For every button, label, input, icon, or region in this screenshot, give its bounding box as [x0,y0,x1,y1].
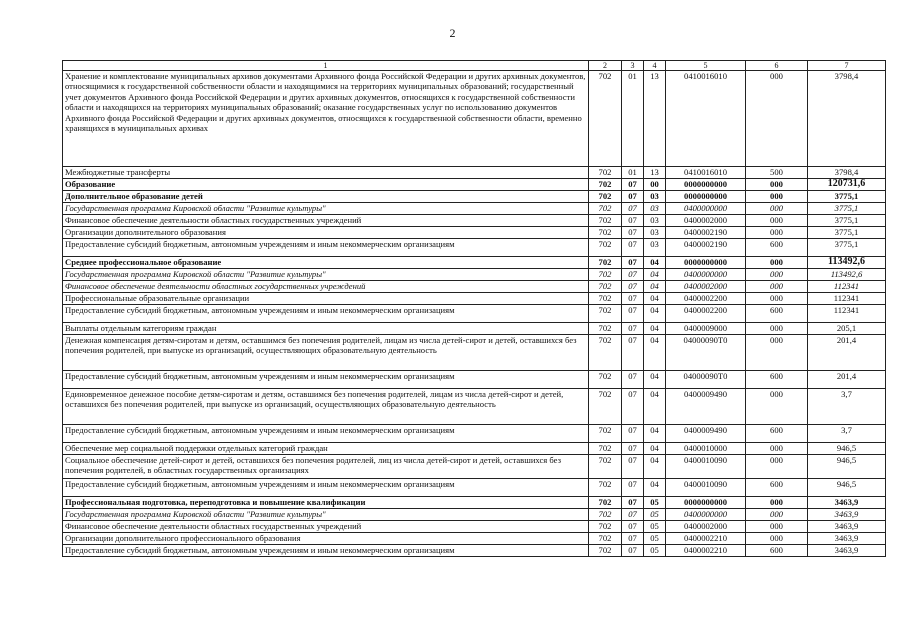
col-2-cell: 702 [589,239,622,257]
col-6-cell: 600 [746,371,808,389]
col-7-cell: 946,5 [808,479,886,497]
col-6-cell: 000 [746,257,808,269]
col-5-cell: 0000000000 [666,257,746,269]
col-4-cell: 05 [644,521,666,533]
col-5-cell: 0400002000 [666,215,746,227]
col-4-cell: 04 [644,335,666,371]
col-5-cell: 0400002190 [666,239,746,257]
col-3-cell: 07 [622,335,644,371]
table-row [63,521,886,533]
col-5-cell: 0410016010 [666,71,746,167]
column-header: 2 [589,61,622,71]
col-5-cell: 0400002200 [666,305,746,323]
col-4-cell: 04 [644,455,666,479]
col-6-cell: 600 [746,479,808,497]
col-6-cell: 000 [746,335,808,371]
col-3-cell: 07 [622,257,644,269]
col-5-cell: 0400002210 [666,533,746,545]
row-name-cell: Денежная компенсация детям-сиротам и детям, оставшимся без попечения родителей, лицам из числа детей-сирот и детей, оставшихся без попечения родителей, при выпуске из организаций, осуществляющих образовательную деятельность [63,335,589,371]
table-row [63,305,886,323]
col-6-cell: 000 [746,293,808,305]
table-header-row [63,61,886,71]
col-5-cell: 0400009490 [666,425,746,443]
col-3-cell: 07 [622,479,644,497]
col-4-cell: 04 [644,305,666,323]
col-5-cell: 0400000000 [666,269,746,281]
table-row [63,335,886,371]
col-3-cell: 07 [622,497,644,509]
col-7-cell: 3463,9 [808,497,886,509]
col-4-cell: 13 [644,167,666,179]
col-7-cell: 3798,4 [808,167,886,179]
col-7-cell: 3775,1 [808,239,886,257]
col-2-cell: 702 [589,215,622,227]
col-4-cell: 04 [644,371,666,389]
page-number: 2 [449,26,456,40]
col-6-cell: 600 [746,305,808,323]
col-2-cell: 702 [589,455,622,479]
row-name-cell: Предоставление субсидий бюджетным, автономным учреждениям и иным некоммерческим организациям [63,371,589,389]
col-6-cell: 500 [746,167,808,179]
col-4-cell: 04 [644,479,666,497]
table-row [63,293,886,305]
row-name-cell: Государственная программа Кировской области "Развитие культуры" [63,509,589,521]
col-7-cell: 3775,1 [808,203,886,215]
col-2-cell: 702 [589,389,622,425]
col-3-cell: 07 [622,533,644,545]
table-body [63,71,886,557]
col-4-cell: 04 [644,389,666,425]
col-7-cell: 3463,9 [808,509,886,521]
col-5-cell: 0410016010 [666,167,746,179]
col-5-cell: 0400002190 [666,227,746,239]
row-name-cell: Организации дополнительного профессионального образования [63,533,589,545]
table-row [63,179,886,191]
table-row [63,533,886,545]
col-7-cell: 946,5 [808,443,886,455]
col-4-cell: 03 [644,191,666,203]
col-4-cell: 03 [644,215,666,227]
col-7-cell: 112341 [808,281,886,293]
row-name-cell: Финансовое обеспечение деятельности областных государственных учреждений [63,215,589,227]
col-3-cell: 07 [622,215,644,227]
col-2-cell: 702 [589,227,622,239]
col-5-cell: 0000000000 [666,191,746,203]
col-4-cell: 05 [644,509,666,521]
row-name-cell: Обеспечение мер социальной поддержки отдельных категорий граждан [63,443,589,455]
col-3-cell: 07 [622,179,644,191]
col-2-cell: 702 [589,479,622,497]
table-row [63,215,886,227]
col-7-cell: 3798,4 [808,71,886,167]
col-5-cell: 0000000000 [666,179,746,191]
row-name-cell: Финансовое обеспечение деятельности областных государственных учреждений [63,281,589,293]
row-name-cell: Профессиональные образовательные организации [63,293,589,305]
table-row [63,497,886,509]
col-4-cell: 03 [644,239,666,257]
col-2-cell: 702 [589,425,622,443]
col-6-cell: 000 [746,509,808,521]
col-3-cell: 07 [622,389,644,425]
col-3-cell: 07 [622,443,644,455]
row-name-cell: Выплаты отдельным категориям граждан [63,323,589,335]
col-7-cell: 205,1 [808,323,886,335]
row-name-cell: Предоставление субсидий бюджетным, автономным учреждениям и иным некоммерческим организациям [63,479,589,497]
col-3-cell: 07 [622,227,644,239]
col-7-cell: 201,4 [808,335,886,371]
col-2-cell: 702 [589,167,622,179]
row-name-cell: Единовременное денежное пособие детям-сиротам и детям, оставшимся без попечения родителей, лицам из числа детей-сирот и детей, оставшихся без попечения родителей, при выпуске из организаций, осуществляющих образовательную деятельность [63,389,589,425]
col-2-cell: 702 [589,371,622,389]
table-row [63,371,886,389]
col-7-cell: 3775,1 [808,227,886,239]
col-2-cell: 702 [589,269,622,281]
col-7-cell: 113492,6 [808,257,886,269]
col-3-cell: 01 [622,167,644,179]
table-row [63,443,886,455]
col-3-cell: 07 [622,293,644,305]
col-2-cell: 702 [589,191,622,203]
col-6-cell: 000 [746,455,808,479]
column-header: 3 [622,61,644,71]
col-2-cell: 702 [589,443,622,455]
budget-table [62,60,886,557]
col-3-cell: 07 [622,509,644,521]
col-5-cell: 0400010000 [666,443,746,455]
column-header: 6 [746,61,808,71]
table-row [63,167,886,179]
col-4-cell: 05 [644,497,666,509]
col-3-cell: 07 [622,371,644,389]
col-6-cell: 000 [746,281,808,293]
col-5-cell: 0400002210 [666,545,746,557]
col-3-cell: 07 [622,545,644,557]
table-row [63,281,886,293]
col-2-cell: 702 [589,71,622,167]
row-name-cell: Хранение и комплектование муниципальных архивов документами Архивного фонда Российской Федерации и других архивных документов, относящимися к государственной собственности области и находящимися на территориях муниципальных образований; государственный учет документов Архивного фонда Российской Федерации и других архивных документов, относящихся к государственной собственности области и находящихся на территориях муниципальных образований; оказание государственных услуг по использованию документов Архивного фонда Российской Федерации и других архивных документов, относящихся к государственной собственности области, временно хранящихся в муниципальных архивах [63,71,589,167]
col-5-cell: 0400002200 [666,293,746,305]
col-4-cell: 04 [644,425,666,443]
col-3-cell: 07 [622,521,644,533]
table-row [63,425,886,443]
col-7-cell: 112341 [808,293,886,305]
col-7-cell: 3,7 [808,389,886,425]
column-header: 1 [63,61,589,71]
col-7-cell: 120731,6 [808,179,886,191]
col-3-cell: 07 [622,323,644,335]
col-7-cell: 112341 [808,305,886,323]
col-4-cell: 05 [644,533,666,545]
row-name-cell: Государственная программа Кировской области "Развитие культуры" [63,203,589,215]
table-row [63,323,886,335]
column-header: 4 [644,61,666,71]
col-4-cell: 13 [644,71,666,167]
col-5-cell: 04000090Т0 [666,371,746,389]
col-7-cell: 3775,1 [808,215,886,227]
col-6-cell: 600 [746,425,808,443]
col-6-cell: 000 [746,191,808,203]
col-4-cell: 04 [644,269,666,281]
row-name-cell: Дополнительное образование детей [63,191,589,203]
table-row [63,455,886,479]
table-row [63,479,886,497]
col-5-cell: 0400009000 [666,323,746,335]
col-5-cell: 0400002000 [666,521,746,533]
col-2-cell: 702 [589,497,622,509]
row-name-cell: Государственная программа Кировской области "Развитие культуры" [63,269,589,281]
col-6-cell: 000 [746,203,808,215]
col-6-cell: 000 [746,389,808,425]
col-6-cell: 600 [746,545,808,557]
col-2-cell: 702 [589,179,622,191]
col-4-cell: 05 [644,545,666,557]
col-7-cell: 3,7 [808,425,886,443]
col-7-cell: 3463,9 [808,533,886,545]
col-5-cell: 0400010090 [666,479,746,497]
table-row [63,191,886,203]
row-name-cell: Профессиональная подготовка, переподготовка и повышение квалификации [63,497,589,509]
col-3-cell: 07 [622,305,644,323]
table-row [63,389,886,425]
col-3-cell: 07 [622,425,644,443]
col-5-cell: 04000090Т0 [666,335,746,371]
col-2-cell: 702 [589,305,622,323]
table-row [63,257,886,269]
col-3-cell: 07 [622,281,644,293]
row-name-cell: Организации дополнительного образования [63,227,589,239]
col-2-cell: 702 [589,509,622,521]
row-name-cell: Среднее профессиональное образование [63,257,589,269]
col-2-cell: 702 [589,533,622,545]
col-6-cell: 000 [746,521,808,533]
col-6-cell: 000 [746,179,808,191]
col-6-cell: 000 [746,71,808,167]
col-3-cell: 07 [622,269,644,281]
table-row [63,227,886,239]
table-row [63,269,886,281]
col-2-cell: 702 [589,281,622,293]
col-6-cell: 600 [746,239,808,257]
column-header: 5 [666,61,746,71]
row-name-cell: Предоставление субсидий бюджетным, автономным учреждениям и иным некоммерческим организациям [63,305,589,323]
col-7-cell: 3463,9 [808,521,886,533]
col-4-cell: 04 [644,323,666,335]
col-6-cell: 000 [746,533,808,545]
col-7-cell: 3775,1 [808,191,886,203]
col-6-cell: 000 [746,269,808,281]
col-3-cell: 07 [622,203,644,215]
table-row [63,545,886,557]
col-7-cell: 946,5 [808,455,886,479]
col-7-cell: 201,4 [808,371,886,389]
column-header: 7 [808,61,886,71]
col-4-cell: 04 [644,281,666,293]
table-row [63,509,886,521]
row-name-cell: Социальное обеспечение детей-сирот и детей, оставшихся без попечения родителей, лиц из числа детей-сирот и детей, оставшихся без попечения родителей, в областных государственных организациях [63,455,589,479]
row-name-cell: Предоставление субсидий бюджетным, автономным учреждениям и иным некоммерческим организациям [63,425,589,443]
row-name-cell: Предоставление субсидий бюджетным, автономным учреждениям и иным некоммерческим организациям [63,239,589,257]
col-7-cell: 113492,6 [808,269,886,281]
col-5-cell: 0400009490 [666,389,746,425]
col-4-cell: 04 [644,443,666,455]
col-6-cell: 000 [746,227,808,239]
col-6-cell: 000 [746,443,808,455]
col-2-cell: 702 [589,521,622,533]
col-2-cell: 702 [589,323,622,335]
col-2-cell: 702 [589,203,622,215]
row-name-cell: Финансовое обеспечение деятельности областных государственных учреждений [63,521,589,533]
table-row [63,239,886,257]
col-2-cell: 702 [589,335,622,371]
table-row [63,71,886,167]
row-name-cell: Межбюджетные трансферты [63,167,589,179]
col-6-cell: 000 [746,215,808,227]
col-5-cell: 0400000000 [666,203,746,215]
col-4-cell: 03 [644,203,666,215]
col-4-cell: 04 [644,293,666,305]
col-2-cell: 702 [589,257,622,269]
table-row [63,203,886,215]
col-6-cell: 000 [746,323,808,335]
row-name-cell: Образование [63,179,589,191]
row-name-cell: Предоставление субсидий бюджетным, автономным учреждениям и иным некоммерческим организациям [63,545,589,557]
col-5-cell: 0400002000 [666,281,746,293]
col-4-cell: 00 [644,179,666,191]
col-3-cell: 07 [622,191,644,203]
col-4-cell: 04 [644,257,666,269]
col-7-cell: 3463,9 [808,545,886,557]
col-6-cell: 000 [746,497,808,509]
col-3-cell: 07 [622,239,644,257]
col-5-cell: 0400010090 [666,455,746,479]
col-2-cell: 702 [589,545,622,557]
col-5-cell: 0400000000 [666,509,746,521]
col-3-cell: 01 [622,71,644,167]
col-4-cell: 03 [644,227,666,239]
col-3-cell: 07 [622,455,644,479]
col-2-cell: 702 [589,293,622,305]
col-5-cell: 0000000000 [666,497,746,509]
